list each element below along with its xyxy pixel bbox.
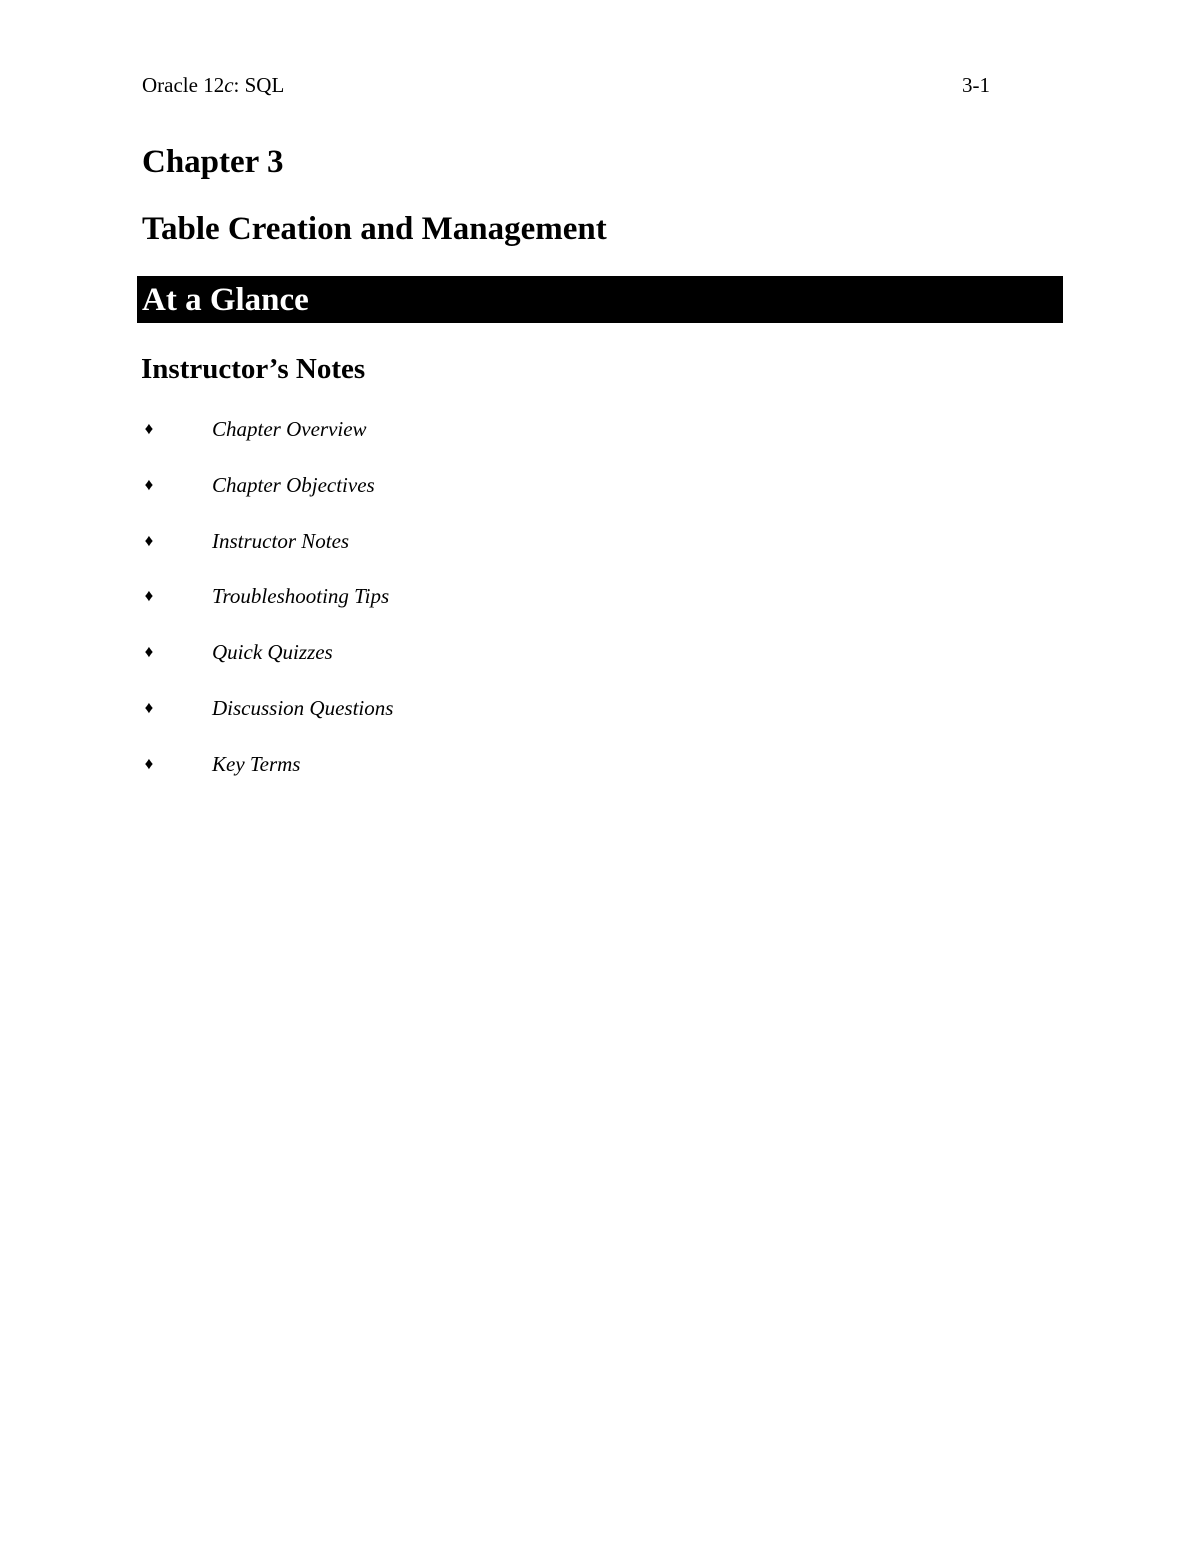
running-header — [142, 72, 990, 98]
header-title-suffix: : SQL — [233, 73, 285, 97]
diamond-bullet-icon: ♦ — [144, 419, 154, 438]
header-title-italic: c — [224, 73, 234, 97]
list-item-label: Chapter Objectives — [212, 472, 375, 497]
diamond-bullet-icon: ♦ — [144, 697, 154, 717]
list-item-label: Key Terms — [212, 751, 301, 776]
at-a-glance-banner — [137, 276, 1063, 323]
list-item-label: Discussion Questions — [212, 695, 394, 720]
list-item-label: Chapter Overview — [212, 417, 367, 441]
diamond-bullet-icon: ♦ — [144, 474, 154, 494]
instructors-notes-heading: Instructor’s Notes — [141, 353, 366, 385]
diamond-bullet-icon: ♦ — [144, 586, 154, 606]
at-a-glance-label: At a Glance — [142, 282, 309, 318]
header-course-title — [142, 72, 284, 98]
list-item-label: Troubleshooting Tips — [212, 584, 390, 609]
chapter-subtitle: Table Creation and Management — [142, 211, 607, 247]
list-item-label: Instructor Notes — [212, 528, 350, 553]
header-page-number: 3-1 — [962, 73, 990, 97]
list-item-label: Quick Quizzes — [212, 640, 333, 665]
diamond-bullet-icon: ♦ — [144, 642, 154, 662]
header-title-prefix: Oracle 12 — [142, 73, 225, 97]
chapter-title: Chapter 3 — [142, 144, 284, 180]
diamond-bullet-icon: ♦ — [144, 753, 154, 773]
diamond-bullet-icon: ♦ — [144, 530, 154, 550]
